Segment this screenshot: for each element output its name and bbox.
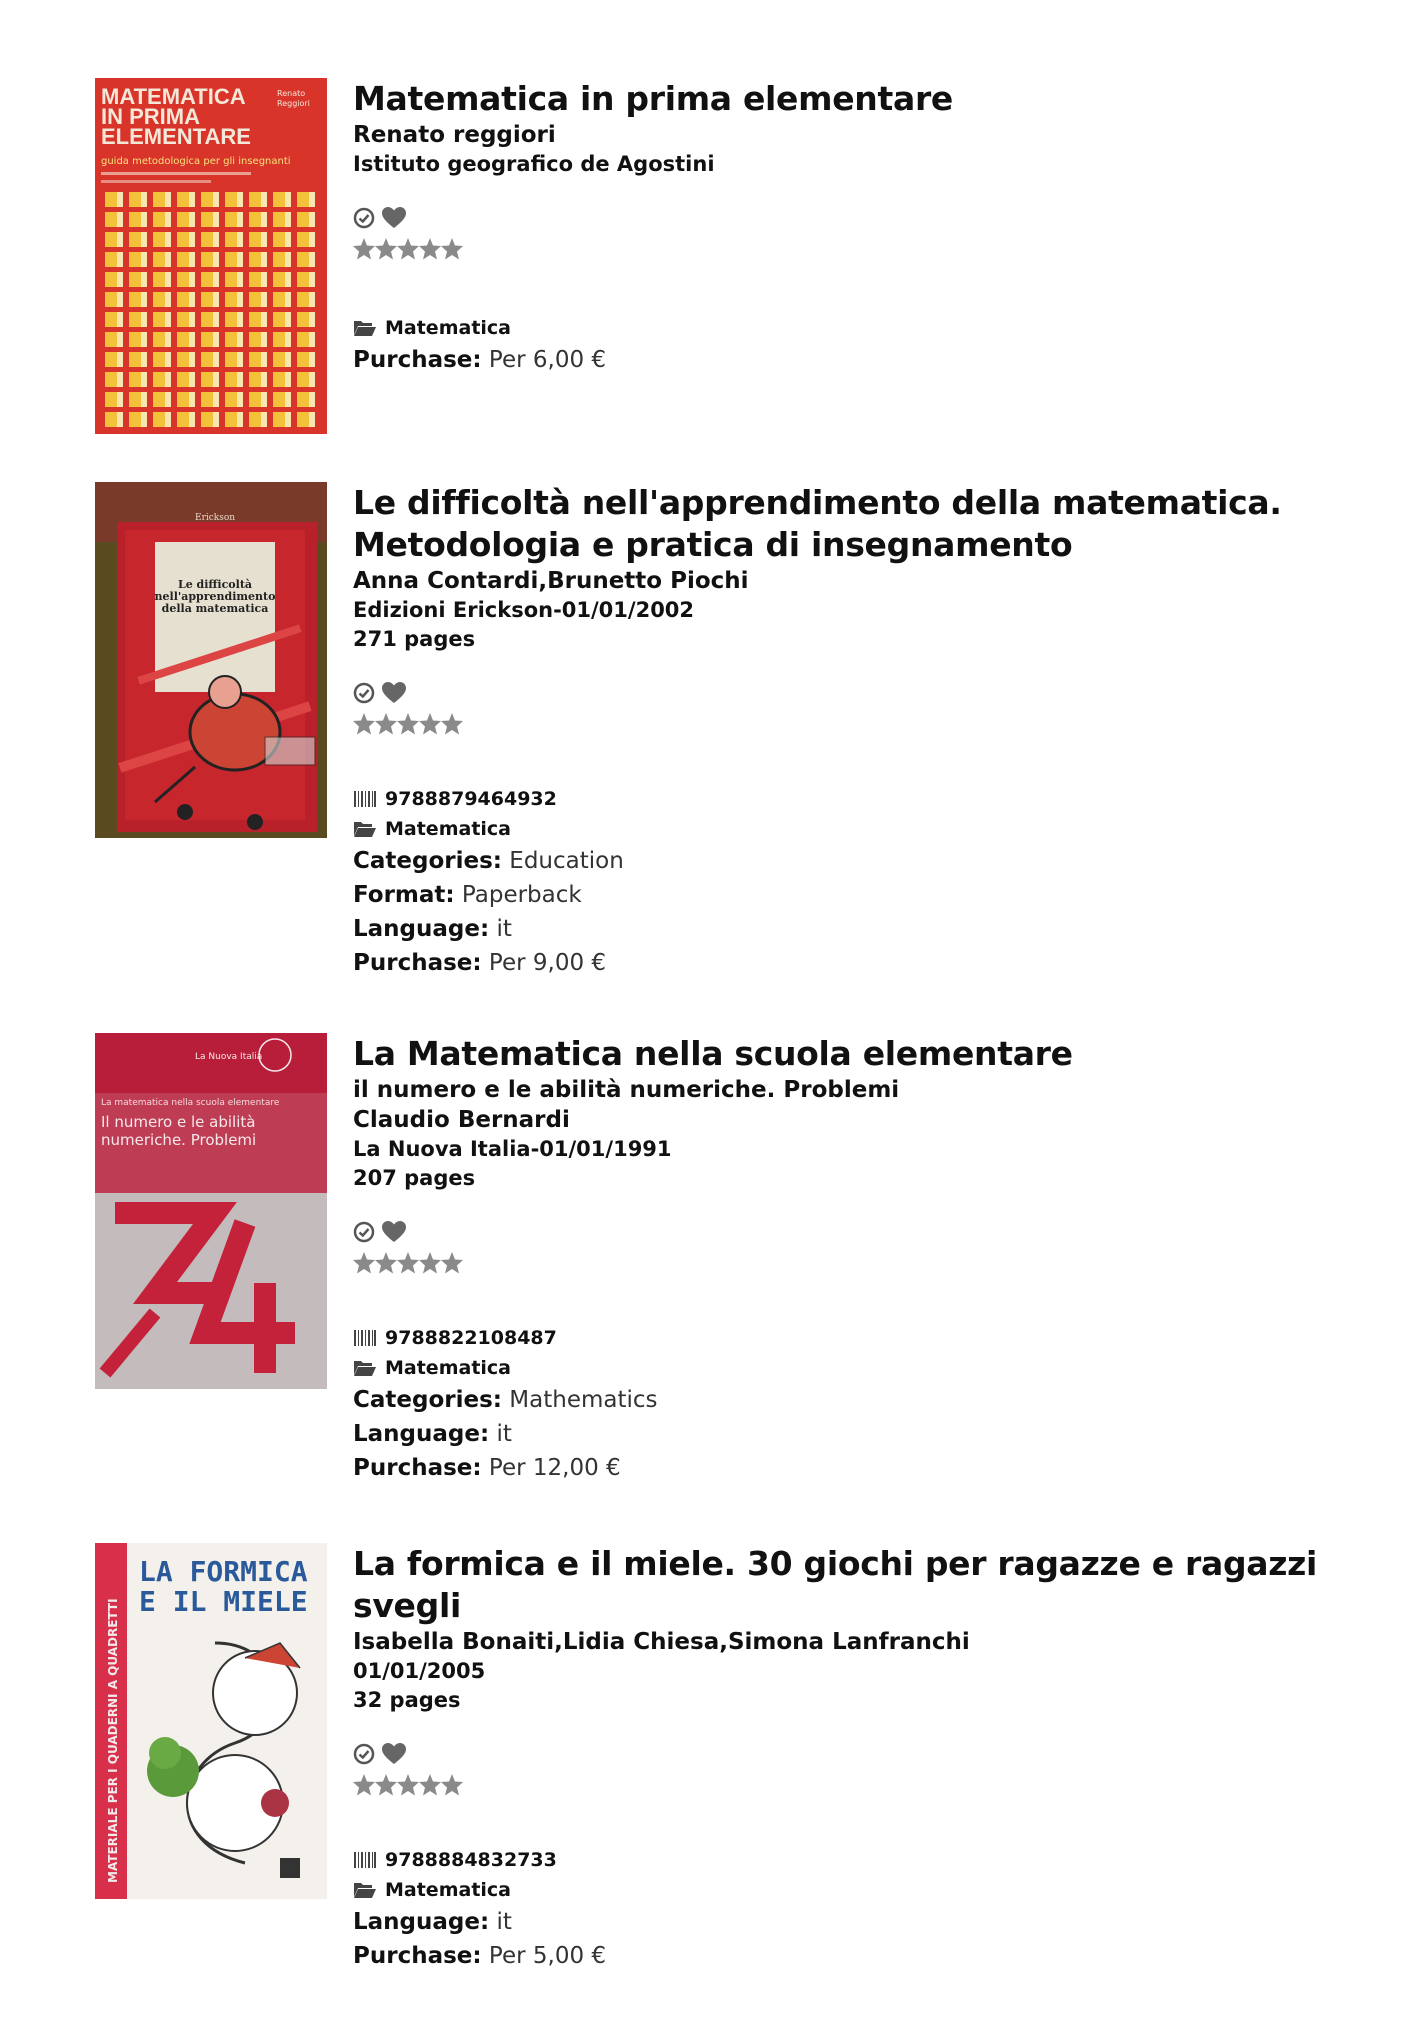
- format-value: Paperback: [461, 882, 582, 908]
- format-row: [353, 878, 1353, 912]
- book-author: Renato reggiori: [353, 122, 556, 148]
- star-icon: [353, 238, 375, 260]
- book-publisher: Istituto geografico de Agostini: [353, 152, 715, 176]
- book-title-line-2: Metodologia e pratica di insegnamento: [353, 525, 1073, 564]
- book-pages: 32 pages: [353, 1688, 461, 1712]
- category-tag-label: Matematica: [385, 1879, 511, 1901]
- star-icon: [419, 713, 441, 735]
- star-icon: [397, 713, 419, 735]
- cover-publisher: La Nuova Italia: [195, 1052, 263, 1062]
- heart-icon[interactable]: [381, 681, 407, 705]
- star-icon: [397, 1774, 419, 1796]
- language-value: it: [496, 1909, 512, 1935]
- cover-line-2: numeriche. Problemi: [101, 1131, 257, 1149]
- language-label: Language:: [353, 1421, 490, 1447]
- language-row: [353, 1417, 1353, 1451]
- barcode-icon: [353, 790, 377, 808]
- folder-open-icon: [353, 1881, 377, 1899]
- cover-line-1: LA FORMICA: [139, 1555, 308, 1588]
- star-icon: [353, 713, 375, 735]
- language-label: Language:: [353, 1909, 490, 1935]
- star-icon: [441, 238, 463, 260]
- rating-stars[interactable]: [353, 712, 1353, 738]
- star-icon-group: [353, 1773, 463, 1797]
- cover-image: [95, 78, 327, 434]
- star-icon-group: [353, 237, 463, 261]
- isbn-value: 9788884832733: [385, 1849, 557, 1871]
- cover-series: La matematica nella scuola elementare: [101, 1098, 280, 1108]
- purchase-value: Per 12,00 €: [488, 1455, 621, 1481]
- isbn-value: 9788822108487: [385, 1327, 557, 1349]
- category-tag[interactable]: [353, 1875, 1353, 1905]
- purchase-label: Purchase:: [353, 950, 482, 976]
- cover-publisher: Erickson: [195, 513, 236, 523]
- action-icons: [353, 205, 1353, 231]
- star-icon: [375, 1774, 397, 1796]
- language-row: [353, 912, 1353, 946]
- book-author: Anna Contardi,Brunetto Piochi: [353, 568, 749, 594]
- categories-row: [353, 844, 1353, 878]
- purchase-value: Per 5,00 €: [488, 1943, 607, 1969]
- star-icon: [441, 1252, 463, 1274]
- cover-line-1: Il numero e le abilità: [101, 1113, 256, 1131]
- action-icons: [353, 680, 1353, 706]
- categories-row: [353, 1383, 1353, 1417]
- category-tag-label: Matematica: [385, 1357, 511, 1379]
- cover-image: [95, 1033, 327, 1389]
- book-cover[interactable]: [95, 1543, 327, 1899]
- check-circle-icon[interactable]: [353, 207, 375, 229]
- cover-side-text: MATERIALE PER I QUADERNI A QUADRETTI: [106, 1598, 120, 1883]
- rating-stars[interactable]: [353, 1773, 1353, 1799]
- book-publisher: Edizioni Erickson-01/01/2002: [353, 598, 695, 622]
- isbn-row: [353, 784, 1353, 814]
- cover-author-top: Renato: [277, 89, 306, 98]
- book-info: [353, 78, 1353, 377]
- star-icon: [375, 713, 397, 735]
- star-icon-group: [353, 712, 463, 736]
- check-circle-icon[interactable]: [353, 682, 375, 704]
- star-icon: [397, 238, 419, 260]
- action-icons: [353, 1741, 1353, 1767]
- book-author: Claudio Bernardi: [353, 1107, 570, 1133]
- book-publisher: 01/01/2005: [353, 1659, 486, 1683]
- book-title[interactable]: La Matematica nella scuola elementare: [353, 1034, 1073, 1073]
- book-cover[interactable]: [95, 482, 327, 838]
- category-tag[interactable]: [353, 1353, 1353, 1383]
- book-author: Isabella Bonaiti,Lidia Chiesa,Simona Lanfranchi: [353, 1629, 970, 1655]
- book-subtitle: il numero e le abilità numeriche. Problemi: [353, 1077, 900, 1103]
- categories-label: Categories:: [353, 848, 502, 874]
- language-row: [353, 1905, 1353, 1939]
- cover-title-1: MATEMATICA: [101, 84, 246, 109]
- heart-icon[interactable]: [381, 1220, 407, 1244]
- heart-icon[interactable]: [381, 1742, 407, 1766]
- cover-line-1: Le difficoltà: [177, 578, 253, 591]
- check-circle-icon[interactable]: [353, 1221, 375, 1243]
- book-pages: 271 pages: [353, 627, 476, 651]
- book-pages: 207 pages: [353, 1166, 476, 1190]
- cover-subtitle: guida metodologica per gli insegnanti: [101, 156, 291, 167]
- book-title[interactable]: Matematica in prima elementare: [353, 79, 954, 118]
- isbn-row: [353, 1845, 1353, 1875]
- cover-image: [95, 482, 327, 838]
- language-label: Language:: [353, 916, 490, 942]
- star-icon: [397, 1252, 419, 1274]
- folder-open-icon: [353, 820, 377, 838]
- purchase-row: [353, 1939, 1353, 1973]
- book-title[interactable]: [353, 482, 1353, 566]
- book-title-line-1: Le difficoltà nell'apprendimento della matematica.: [353, 483, 1282, 522]
- purchase-row: [353, 343, 1353, 377]
- book-publisher: La Nuova Italia-01/01/1991: [353, 1137, 672, 1161]
- language-value: it: [496, 916, 512, 942]
- purchase-value: Per 6,00 €: [488, 347, 607, 373]
- barcode-icon: [353, 1329, 377, 1347]
- cover-line-2: nell'apprendimento: [154, 590, 276, 603]
- categories-value: Education: [509, 848, 624, 874]
- cover-line-3: della matematica: [161, 602, 269, 615]
- star-icon: [375, 238, 397, 260]
- star-icon-group: [353, 1251, 463, 1275]
- book-info: [353, 1543, 1353, 1973]
- categories-label: Categories:: [353, 1387, 502, 1413]
- cover-title-2: IN PRIMA: [101, 104, 200, 129]
- category-tag-label: Matematica: [385, 317, 511, 339]
- star-icon: [419, 238, 441, 260]
- star-icon: [441, 1774, 463, 1796]
- book-cover[interactable]: [95, 78, 327, 434]
- categories-value: Mathematics: [509, 1387, 658, 1413]
- star-icon: [419, 1774, 441, 1796]
- cover-author-bottom: Reggiori: [277, 99, 310, 108]
- star-icon: [375, 1252, 397, 1274]
- purchase-label: Purchase:: [353, 1455, 482, 1481]
- star-icon: [441, 713, 463, 735]
- check-circle-icon[interactable]: [353, 1743, 375, 1765]
- category-tag-label: Matematica: [385, 818, 511, 840]
- purchase-row: [353, 1451, 1353, 1485]
- star-icon: [353, 1252, 375, 1274]
- isbn-value: 9788879464932: [385, 788, 557, 810]
- folder-open-icon: [353, 319, 377, 337]
- rating-stars[interactable]: [353, 237, 1353, 263]
- category-tag[interactable]: [353, 313, 1353, 343]
- purchase-label: Purchase:: [353, 347, 482, 373]
- action-icons: [353, 1219, 1353, 1245]
- purchase-row: [353, 946, 1353, 980]
- cover-image: [95, 1543, 327, 1899]
- format-label: Format:: [353, 882, 455, 908]
- heart-icon[interactable]: [381, 206, 407, 230]
- star-icon: [419, 1252, 441, 1274]
- folder-open-icon: [353, 1359, 377, 1377]
- rating-stars[interactable]: [353, 1251, 1353, 1277]
- language-value: it: [496, 1421, 512, 1447]
- barcode-icon: [353, 1851, 377, 1869]
- cover-line-2: E IL MIELE: [139, 1585, 308, 1618]
- book-info: [353, 1033, 1353, 1485]
- cover-title-3: ELEMENTARE: [101, 124, 251, 149]
- isbn-row: [353, 1323, 1353, 1353]
- book-cover[interactable]: [95, 1033, 327, 1389]
- star-icon: [353, 1774, 375, 1796]
- purchase-value: Per 9,00 €: [488, 950, 607, 976]
- purchase-label: Purchase:: [353, 1943, 482, 1969]
- book-title[interactable]: La formica e il miele. 30 giochi per ragazze e ragazzi svegli: [353, 1544, 1318, 1625]
- category-tag[interactable]: [353, 814, 1353, 844]
- book-info: [353, 482, 1353, 980]
